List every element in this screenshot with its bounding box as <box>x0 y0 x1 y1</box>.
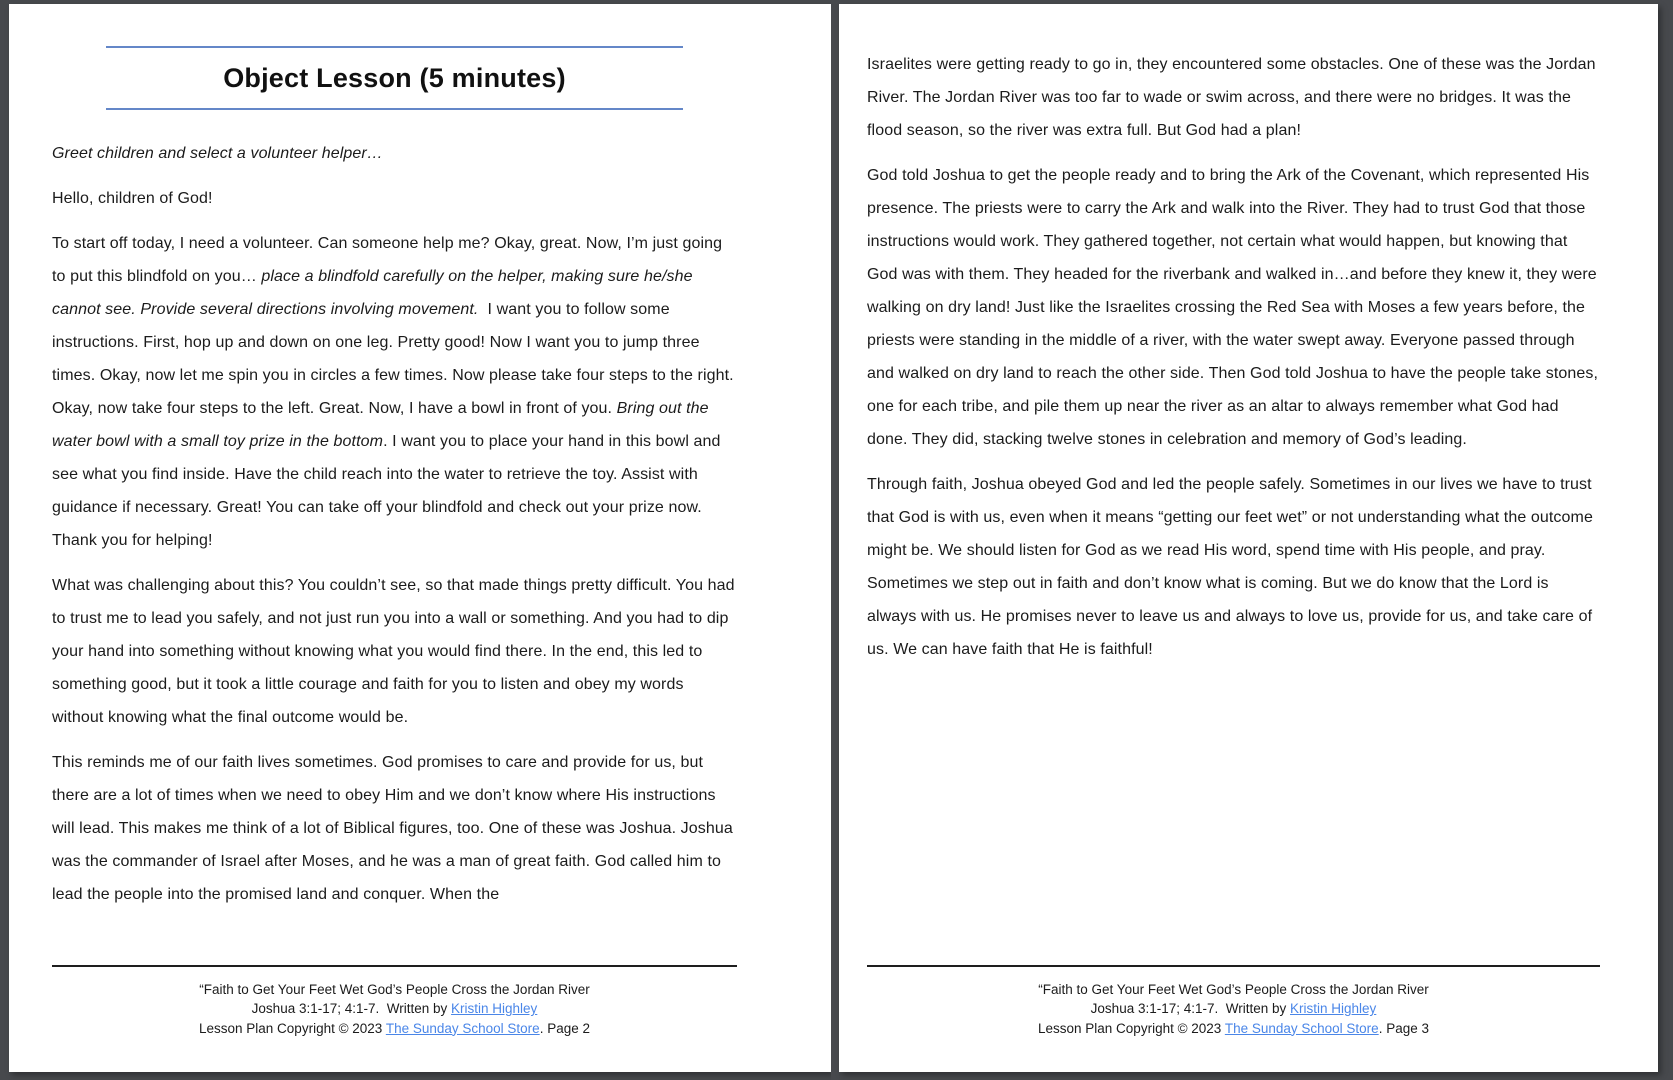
footer-lesson-title: “Faith to Get Your Feet Wet God’s People Cross the Jordan River <box>1038 981 1429 997</box>
section-title: Object Lesson (5 minutes) <box>223 63 566 93</box>
paragraph <box>52 182 737 215</box>
section-title-block <box>106 46 683 110</box>
text-run: God told Joshua to get the people ready and to bring the Ark of the Covenant, which represented His presence. The priests were to carry the Ark and walk into the River. They had to trust God that those instructions would work. They gathered together, not certain what would happen, but knowing that God was with them. They headed for the riverbank and walked in…and before they knew it, they were walking on dry land! Just like the Israelites crossing the Red Sea with Moses a few years before, the priests were standing in the middle of a river, with the water swept away. Everyone passed through and walked on dry land to reach the other side. Then God told Joshua to have the people take stones, one for each tribe, and pile them up near the river as an altar to always remember what God had done. They did, stacking twelve stones in celebration and memory of God’s leading. <box>867 167 1599 448</box>
footer-copyright <box>867 1019 1600 1039</box>
text-run: Israelites were getting ready to go in, they encountered some obstacles. One of these was the Jordan River. The Jordan River was too far to wade or swim across, and there were no bridges. It was the flood season, so the river was extra full. But God had a plan! <box>867 56 1596 139</box>
paragraph <box>52 137 737 170</box>
text-run: Through faith, Joshua obeyed God and led the people safely. Sometimes in our lives we have to trust that God is with us, even when it means “getting our feet wet” or not understanding what the outcome might be. We should listen for God as we read His word, spend time with His people, and pray. Sometimes we step out in faith and don’t know what is coming. But we do know that the Lord is always with us. He promises never to leave us and always to love us, provide for us, and take care of us. We can have faith that He is faithful! <box>867 476 1593 658</box>
paragraph <box>52 569 737 734</box>
text-run: To start off today, I need a volunteer. Can someone help me? Okay, great. Now, I’m just going to put this blindfold on you… <box>52 235 723 285</box>
page-2-body-text <box>52 137 737 911</box>
paragraph <box>867 468 1600 666</box>
page-3-footer <box>867 965 1600 1039</box>
store-link[interactable]: The Sunday School Store <box>1224 1020 1379 1036</box>
page-gap-divider <box>831 0 839 1080</box>
page-2-footer <box>52 965 737 1039</box>
footer-divider-line <box>52 965 737 967</box>
paragraph <box>867 48 1600 147</box>
text-run: This reminds me of our faith lives sometimes. God promises to care and provide for us, but there are a lot of times when we need to obey Him and we don’t know where His instructions will lead. This makes me think of a lot of Biblical figures, too. One of these was Joshua. Joshua was the commander of Israel after Moses, and he was a man of great faith. God called him to lead the people into the promised land and conquer. When the <box>52 754 733 903</box>
footer-divider-line <box>867 965 1600 967</box>
document-page-3 <box>839 4 1658 1072</box>
footer-lesson-title: “Faith to Get Your Feet Wet God’s People Cross the Jordan River <box>199 981 590 997</box>
paragraph <box>867 159 1600 456</box>
text-run: . I want you to place your hand in this bowl and see what you find inside. Have the child reach into the water to retrieve the toy. Assist with guidance if necessary. Great! You can take off your blindfold and check out your prize now. Thank you for helping! <box>52 433 721 549</box>
footer-byline <box>867 999 1600 1019</box>
footer-byline-text: Joshua 3:1-17; 4:1-7. Written by <box>1090 1001 1291 1016</box>
footer-byline-text: Joshua 3:1-17; 4:1-7. Written by <box>251 1001 452 1016</box>
footer-copyright-text: Lesson Plan Copyright © 2023 <box>1038 1020 1225 1036</box>
footer-copyright <box>52 1019 737 1039</box>
text-run: Hello, children of God! <box>52 190 213 207</box>
footer-page-number: . Page 2 <box>539 1020 590 1036</box>
document-page-2 <box>9 4 831 1072</box>
footer-page-number: . Page 3 <box>1378 1020 1429 1036</box>
paragraph <box>52 227 737 557</box>
paragraph <box>52 746 737 911</box>
text-run: I want you to follow some instructions. First, hop up and down on one leg. Pretty good! Now I want you to jump three times. Okay, now let me spin you in circles a few times. Now please take four steps to the right. Okay, now take four steps to the left. Great. Now, I have a bowl in front of you. <box>52 301 734 417</box>
text-run: Bring out the water bowl with a small toy prize in the bottom <box>52 400 709 450</box>
text-run: place a blindfold carefully on the helper, making sure he/she cannot see. Provide several directions involving movement. <box>52 268 693 318</box>
author-link[interactable]: Kristin Highley <box>451 1001 538 1016</box>
author-link[interactable]: Kristin Highley <box>1290 1001 1377 1016</box>
footer-byline <box>52 999 737 1019</box>
text-run: Greet children and select a volunteer helper… <box>52 145 383 162</box>
store-link[interactable]: The Sunday School Store <box>385 1020 540 1036</box>
page-3-body-text <box>867 48 1600 666</box>
footer-copyright-text: Lesson Plan Copyright © 2023 <box>199 1020 386 1036</box>
text-run: What was challenging about this? You couldn’t see, so that made things pretty difficult. You had to trust me to lead you safely, and not just run you into a wall or something. And you had to dip your hand into something without knowing what you would find there. In the end, this led to something good, but it took a little courage and faith for you to listen and obey my words without knowing what the final outcome would be. <box>52 577 735 726</box>
